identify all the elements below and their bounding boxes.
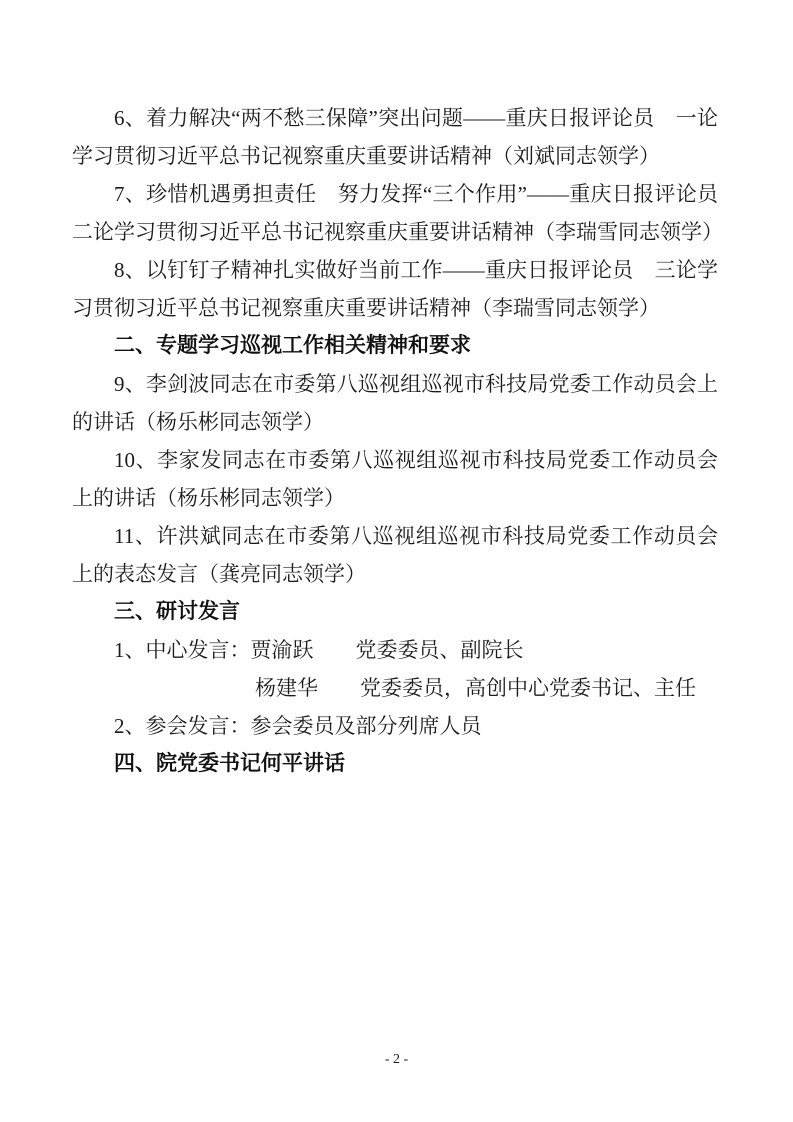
list-item-10: 10、李家发同志在市委第八巡视组巡视市科技局党委工作动员会上的讲话（杨乐彬同志领学） bbox=[72, 448, 718, 510]
list-item-8: 8、以钉钉子精神扎实做好当前工作——重庆日报评论员 三论学习贯彻习近平总书记视察重庆重要讲话精神（李瑞雪同志领学） bbox=[72, 258, 718, 320]
list-item-9: 9、李剑波同志在市委第八巡视组巡视市科技局党委工作动员会上的讲话（杨乐彬同志领学） bbox=[72, 372, 718, 434]
list-item-11: 11、许洪斌同志在市委第八巡视组巡视市科技局党委工作动员会上的表态发言（龚亮同志领学） bbox=[72, 524, 718, 586]
document-body bbox=[72, 99, 739, 783]
section-heading-3: 三、研讨发言 bbox=[114, 600, 240, 623]
page-number: - 2 - bbox=[384, 1052, 409, 1067]
list-item-7: 7、珍惜机遇勇担责任 努力发挥“三个作用”——重庆日报评论员 二论学习贯彻习近平总书记视察重庆重要讲话精神（李瑞雪同志领学） bbox=[72, 182, 739, 244]
list-item-6: 6、着力解决“两不愁三保障”突出问题——重庆日报评论员 一论学习贯彻习近平总书记视察重庆重要讲话精神（刘斌同志领学） bbox=[72, 106, 718, 168]
speaker-line-attendee-speech: 2、参会发言：参会委员及部分列席人员 bbox=[114, 714, 482, 738]
speaker-line-continuation: 杨建华 党委委员，高创中心党委书记、主任 bbox=[255, 676, 696, 700]
section-heading-4: 四、院党委书记何平讲话 bbox=[114, 752, 345, 775]
speaker-line-central-speech: 1、中心发言：贾渝跃 党委委员、副院长 bbox=[114, 638, 524, 662]
section-heading-2: 二、专题学习巡视工作相关精神和要求 bbox=[114, 334, 471, 357]
